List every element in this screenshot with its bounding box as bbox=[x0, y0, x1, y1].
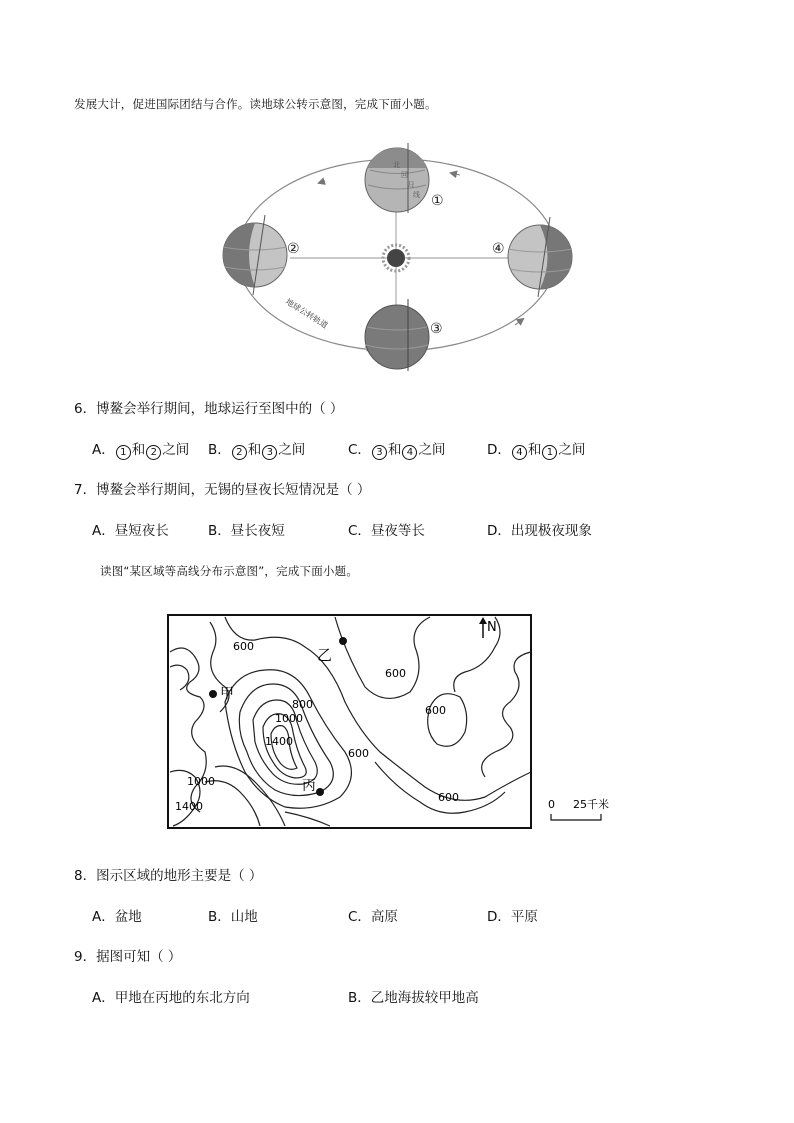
contour-map bbox=[165, 612, 625, 834]
scale-value: 25千米 bbox=[573, 798, 609, 811]
contour-label: 800 bbox=[292, 698, 313, 711]
option-8d[interactable]: D．平原 bbox=[487, 909, 538, 925]
earth-position-3 bbox=[365, 299, 429, 371]
earth-position-2 bbox=[223, 215, 287, 295]
intro-text-2: 读图“某区域等高线分布示意图”，完成下面小题。 bbox=[100, 564, 359, 578]
question-9: 9．据图可知（ ） bbox=[74, 949, 182, 965]
place-label-yi: 乙 bbox=[317, 646, 333, 664]
option-8c[interactable]: C．高原 bbox=[348, 909, 398, 925]
contour-label: 1400 bbox=[265, 735, 293, 748]
question-stem: 博鳌会举行期间，地球运行至图中的（ ） bbox=[96, 401, 344, 417]
earth-text-1: 北 bbox=[393, 161, 400, 169]
option-8a[interactable]: A．盆地 bbox=[92, 909, 142, 925]
position-label-1: ① bbox=[431, 193, 444, 209]
contour-label: 600 bbox=[385, 667, 406, 680]
position-label-4: ④ bbox=[492, 241, 505, 257]
contour-label: 1000 bbox=[187, 775, 215, 788]
point-jia bbox=[209, 690, 217, 698]
option-9b[interactable]: B．乙地海拔较甲地高 bbox=[348, 990, 479, 1006]
point-yi bbox=[339, 637, 347, 645]
earth-orbit-diagram bbox=[215, 135, 585, 375]
option-7c[interactable]: C．昼夜等长 bbox=[348, 523, 425, 539]
option-6d[interactable]: D． 4 和 1 之间 bbox=[487, 442, 586, 458]
question-8: 8．图示区域的地形主要是（ ） bbox=[74, 868, 263, 884]
contour-label: 1000 bbox=[275, 712, 303, 725]
position-label-3: ③ bbox=[430, 321, 443, 337]
place-label-bing: 丙 bbox=[302, 778, 316, 794]
question-6 bbox=[74, 397, 343, 417]
earth-position-1 bbox=[365, 143, 429, 213]
question-number: 6． bbox=[74, 401, 97, 417]
orbit-label: 地球公转轨道 bbox=[283, 297, 330, 331]
option-7a[interactable]: A．昼短夜长 bbox=[92, 523, 169, 539]
contour-label: 600 bbox=[348, 747, 369, 760]
contour-label: 600 bbox=[425, 704, 446, 717]
contour-label: 1400 bbox=[175, 800, 203, 813]
place-label-jia: 甲 bbox=[220, 686, 234, 702]
point-bing bbox=[316, 788, 324, 796]
option-6b[interactable]: B． 2 和 3 之间 bbox=[208, 442, 306, 458]
question-7: 7．博鳌会举行期间，无锡的昼夜长短情况是（ ） bbox=[74, 482, 371, 498]
earth-text-3: 归 bbox=[407, 181, 414, 189]
earth-text-2: 回 bbox=[401, 171, 408, 179]
option-6c[interactable]: C． 3 和 4 之间 bbox=[348, 442, 446, 458]
option-6a[interactable]: A． 1 和 2 之间 bbox=[92, 442, 190, 458]
option-7b[interactable]: B．昼长夜短 bbox=[208, 523, 285, 539]
scale-bar bbox=[551, 814, 601, 820]
scale-zero: 0 bbox=[548, 798, 555, 811]
option-9a[interactable]: A．甲地在丙地的东北方向 bbox=[92, 990, 250, 1006]
option-7d[interactable]: D．出现极夜现象 bbox=[487, 523, 592, 539]
contour-label: 600 bbox=[438, 791, 459, 804]
north-label: N bbox=[487, 620, 497, 635]
earth-position-4 bbox=[508, 217, 572, 297]
option-8b[interactable]: B．山地 bbox=[208, 909, 258, 925]
contour-label: 600 bbox=[233, 640, 254, 653]
position-label-2: ② bbox=[287, 241, 300, 257]
earth-text-4: 线 bbox=[413, 191, 420, 199]
intro-text: 发展大计，促进国际团结与合作。读地球公转示意图，完成下面小题。 bbox=[74, 97, 437, 111]
